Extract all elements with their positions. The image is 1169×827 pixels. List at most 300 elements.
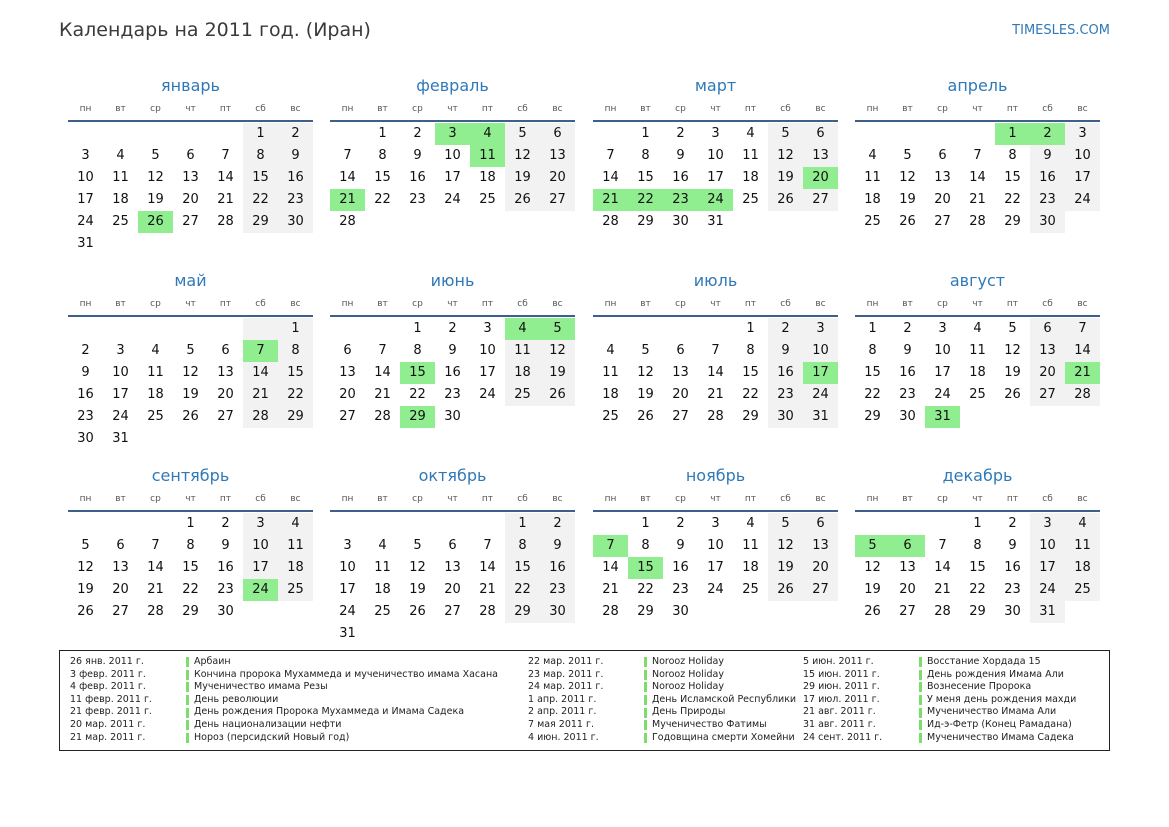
day-cell: 18 bbox=[147, 387, 164, 402]
day-cell: 5 bbox=[641, 343, 650, 358]
day-cell: 13 bbox=[217, 365, 234, 380]
day-cell: 11 bbox=[147, 365, 164, 380]
day-cell: 27 bbox=[339, 409, 356, 424]
holiday-row bbox=[528, 656, 796, 669]
day-cell: 19 bbox=[864, 582, 881, 597]
day-cell: 29 bbox=[864, 409, 881, 424]
empty-cell bbox=[925, 123, 960, 145]
holiday-date: 20 мар. 2011 г. bbox=[70, 718, 146, 730]
day-cell: 16 bbox=[1030, 167, 1065, 189]
day-cell: 19 bbox=[637, 387, 654, 402]
day-cell: 31 bbox=[803, 406, 838, 428]
day-cell: 18 bbox=[864, 192, 881, 207]
weekday-label: пт bbox=[744, 299, 757, 309]
day-cell: 23 bbox=[409, 192, 426, 207]
day-cell: 17 bbox=[112, 387, 129, 402]
holiday-name: Ид-э-Фетр (Конец Рамадана) bbox=[927, 718, 1072, 730]
empty-cell bbox=[138, 513, 173, 535]
day-cell: 28 bbox=[1065, 384, 1100, 406]
holiday-name: Арбаин bbox=[194, 656, 231, 667]
day-grid bbox=[330, 123, 575, 233]
day-cell: 19 bbox=[540, 362, 575, 384]
day-cell: 22 bbox=[505, 579, 540, 601]
month-12 bbox=[855, 466, 1100, 623]
holiday-marker bbox=[186, 657, 189, 667]
day-cell: 11 bbox=[1065, 535, 1100, 557]
day-cell: 24 bbox=[934, 387, 951, 402]
header-rule bbox=[68, 315, 313, 317]
weekday-label: вт bbox=[377, 299, 388, 309]
month-name: декабрь bbox=[942, 466, 1013, 485]
holiday-row bbox=[528, 694, 796, 707]
holiday-name: Кончина пророка Мухаммеда и мученичество имама Хасана bbox=[194, 668, 498, 680]
day-cell: 1 bbox=[746, 321, 755, 336]
weekday-label: пн bbox=[604, 494, 617, 504]
day-cell: 31 bbox=[1030, 601, 1065, 623]
holiday-row bbox=[528, 681, 796, 694]
day-cell: 21 bbox=[217, 192, 234, 207]
day-cell: 22 bbox=[1004, 192, 1021, 207]
holiday-date: 24 мар. 2011 г. bbox=[528, 681, 604, 693]
weekday-label: вт bbox=[115, 494, 126, 504]
day-cell: 18 bbox=[742, 560, 759, 575]
holiday-day-cell: 2 bbox=[1030, 123, 1065, 145]
day-cell: 8 bbox=[868, 343, 877, 358]
holiday-day-cell: 21 bbox=[330, 189, 365, 211]
weekday-label: сб bbox=[255, 299, 266, 309]
day-cell: 18 bbox=[374, 582, 391, 597]
weekday-label: ср bbox=[150, 494, 161, 504]
weekday-header bbox=[593, 492, 838, 510]
day-cell: 9 bbox=[676, 538, 685, 553]
day-cell: 3 bbox=[1065, 123, 1100, 145]
day-cell: 17 bbox=[1030, 557, 1065, 579]
day-grid bbox=[68, 513, 313, 623]
holiday-row bbox=[528, 732, 796, 745]
day-cell: 20 bbox=[444, 582, 461, 597]
header-rule bbox=[330, 315, 575, 317]
day-cell: 2 bbox=[1008, 516, 1017, 531]
header-rule bbox=[593, 510, 838, 512]
day-cell: 12 bbox=[768, 145, 803, 167]
holiday-column bbox=[70, 656, 498, 744]
day-cell: 23 bbox=[899, 387, 916, 402]
day-cell: 14 bbox=[339, 170, 356, 185]
day-cell: 23 bbox=[217, 582, 234, 597]
weekday-label: ср bbox=[150, 299, 161, 309]
day-cell: 29 bbox=[637, 604, 654, 619]
holiday-name: День национализации нефти bbox=[194, 718, 342, 730]
day-cell: 26 bbox=[505, 189, 540, 211]
day-cell: 20 bbox=[934, 192, 951, 207]
day-cell: 7 bbox=[151, 538, 160, 553]
empty-cell bbox=[330, 123, 365, 145]
day-cell: 19 bbox=[768, 167, 803, 189]
day-cell: 31 bbox=[77, 236, 94, 251]
weekday-label: пн bbox=[341, 494, 354, 504]
day-cell: 3 bbox=[343, 538, 352, 553]
holiday-name: Вознесение Пророка bbox=[927, 681, 1032, 693]
day-cell: 20 bbox=[540, 167, 575, 189]
weekday-label: сб bbox=[780, 299, 791, 309]
holiday-date: 4 февр. 2011 г. bbox=[70, 681, 146, 693]
holiday-day-cell: 4 bbox=[470, 123, 505, 145]
day-cell: 27 bbox=[1030, 384, 1065, 406]
day-cell: 24 bbox=[1030, 579, 1065, 601]
month-6 bbox=[330, 271, 575, 428]
day-cell: 13 bbox=[934, 170, 951, 185]
day-cell: 4 bbox=[746, 126, 755, 141]
month-7 bbox=[593, 271, 838, 428]
day-cell: 2 bbox=[221, 516, 230, 531]
weekday-header bbox=[593, 102, 838, 120]
day-cell: 3 bbox=[711, 126, 720, 141]
holiday-marker bbox=[186, 733, 189, 743]
weekday-header bbox=[593, 297, 838, 315]
day-cell: 7 bbox=[938, 538, 947, 553]
day-cell: 7 bbox=[378, 343, 387, 358]
day-cell: 11 bbox=[742, 148, 759, 163]
day-cell: 7 bbox=[606, 148, 615, 163]
day-cell: 25 bbox=[374, 604, 391, 619]
day-grid bbox=[330, 318, 575, 428]
month-4 bbox=[855, 76, 1100, 233]
weekday-label: вт bbox=[115, 299, 126, 309]
day-cell: 25 bbox=[602, 409, 619, 424]
day-cell: 6 bbox=[803, 513, 838, 535]
weekday-label: вс bbox=[290, 299, 301, 309]
day-cell: 16 bbox=[540, 557, 575, 579]
day-grid bbox=[855, 513, 1100, 623]
holiday-day-cell: 24 bbox=[698, 189, 733, 211]
day-cell: 20 bbox=[339, 387, 356, 402]
day-cell: 27 bbox=[112, 604, 129, 619]
holiday-marker bbox=[919, 708, 922, 718]
weekday-label: пт bbox=[219, 299, 232, 309]
holiday-day-cell: 21 bbox=[593, 189, 628, 211]
holiday-day-cell: 22 bbox=[628, 189, 663, 211]
empty-cell bbox=[365, 513, 400, 535]
day-cell: 1 bbox=[868, 321, 877, 336]
holiday-date: 5 июн. 2011 г. bbox=[803, 656, 874, 667]
weekday-label: ср bbox=[675, 104, 686, 114]
weekday-label: чт bbox=[185, 494, 196, 504]
weekday-label: чт bbox=[710, 104, 721, 114]
header-rule bbox=[330, 510, 575, 512]
day-cell: 30 bbox=[672, 604, 689, 619]
empty-cell bbox=[855, 513, 890, 535]
weekday-label: пн bbox=[866, 494, 879, 504]
day-cell: 14 bbox=[934, 560, 951, 575]
empty-cell bbox=[855, 123, 890, 145]
holiday-date: 22 мар. 2011 г. bbox=[528, 656, 604, 667]
empty-cell bbox=[208, 123, 243, 145]
day-cell: 17 bbox=[444, 170, 461, 185]
holiday-row bbox=[528, 669, 796, 682]
day-cell: 18 bbox=[1065, 557, 1100, 579]
holiday-date: 3 февр. 2011 г. bbox=[70, 668, 146, 680]
day-cell: 9 bbox=[1030, 145, 1065, 167]
day-cell: 19 bbox=[768, 557, 803, 579]
weekday-label: пт bbox=[1006, 494, 1019, 504]
day-cell: 24 bbox=[479, 387, 496, 402]
day-cell: 20 bbox=[1030, 362, 1065, 384]
day-cell: 18 bbox=[505, 362, 540, 384]
weekday-label: вт bbox=[902, 104, 913, 114]
holiday-marker bbox=[644, 657, 647, 667]
day-cell: 15 bbox=[243, 167, 278, 189]
day-cell: 23 bbox=[77, 409, 94, 424]
weekday-label: вс bbox=[815, 104, 826, 114]
day-cell: 11 bbox=[112, 170, 129, 185]
empty-cell bbox=[470, 513, 505, 535]
holiday-day-cell: 31 bbox=[925, 406, 960, 428]
day-cell: 27 bbox=[182, 214, 199, 229]
holiday-row bbox=[803, 706, 1076, 719]
holiday-day-cell: 21 bbox=[1065, 362, 1100, 384]
holiday-name: Norooz Holiday bbox=[652, 668, 724, 680]
day-cell: 10 bbox=[243, 535, 278, 557]
day-cell: 15 bbox=[182, 560, 199, 575]
day-cell: 27 bbox=[217, 409, 234, 424]
holiday-name: Мученичество имама Резы bbox=[194, 681, 328, 693]
header-rule bbox=[855, 315, 1100, 317]
day-cell: 26 bbox=[637, 409, 654, 424]
weekday-label: ср bbox=[937, 494, 948, 504]
day-cell: 21 bbox=[147, 582, 164, 597]
empty-cell bbox=[435, 513, 470, 535]
day-cell: 26 bbox=[540, 384, 575, 406]
day-cell: 21 bbox=[934, 582, 951, 597]
day-cell: 7 bbox=[1065, 318, 1100, 340]
day-cell: 27 bbox=[899, 604, 916, 619]
day-cell: 10 bbox=[112, 365, 129, 380]
holiday-row bbox=[803, 669, 1076, 682]
day-cell: 9 bbox=[221, 538, 230, 553]
day-cell: 29 bbox=[278, 406, 313, 428]
day-cell: 10 bbox=[1030, 535, 1065, 557]
day-cell: 2 bbox=[413, 126, 422, 141]
day-cell: 29 bbox=[505, 601, 540, 623]
day-cell: 7 bbox=[483, 538, 492, 553]
day-cell: 20 bbox=[182, 192, 199, 207]
day-cell: 17 bbox=[479, 365, 496, 380]
holiday-name: День рождения Пророка Мухаммеда и Имама Садека bbox=[194, 706, 465, 718]
empty-cell bbox=[628, 318, 663, 340]
day-cell: 3 bbox=[116, 343, 125, 358]
holiday-name: Мученичество Имама Али bbox=[927, 706, 1057, 718]
day-cell: 18 bbox=[742, 170, 759, 185]
day-cell: 22 bbox=[243, 189, 278, 211]
day-cell: 26 bbox=[899, 214, 916, 229]
holiday-row bbox=[70, 656, 498, 669]
holiday-name: День революции bbox=[194, 693, 279, 705]
day-cell: 30 bbox=[278, 211, 313, 233]
empty-cell bbox=[593, 318, 628, 340]
day-cell: 30 bbox=[444, 409, 461, 424]
day-cell: 25 bbox=[147, 409, 164, 424]
holiday-day-cell: 3 bbox=[435, 123, 470, 145]
day-cell: 12 bbox=[147, 170, 164, 185]
day-cell: 1 bbox=[641, 126, 650, 141]
day-cell: 3 bbox=[483, 321, 492, 336]
empty-cell bbox=[890, 123, 925, 145]
day-cell: 13 bbox=[444, 560, 461, 575]
day-cell: 30 bbox=[768, 406, 803, 428]
holiday-list bbox=[59, 650, 1110, 751]
day-cell: 28 bbox=[147, 604, 164, 619]
holiday-name: У меня день рождения махди bbox=[927, 693, 1077, 705]
weekday-label: пт bbox=[219, 494, 232, 504]
month-3 bbox=[593, 76, 838, 233]
day-cell: 4 bbox=[868, 148, 877, 163]
holiday-name: Годовщина смерти Хомейни bbox=[652, 731, 795, 743]
day-cell: 23 bbox=[444, 387, 461, 402]
day-cell: 8 bbox=[243, 145, 278, 167]
day-cell: 4 bbox=[606, 343, 615, 358]
empty-cell bbox=[330, 318, 365, 340]
holiday-date: 31 авг. 2011 г. bbox=[803, 718, 876, 730]
day-cell: 26 bbox=[768, 189, 803, 211]
holiday-marker bbox=[644, 708, 647, 718]
page-title: Календарь на 2011 год. (Иран) bbox=[59, 19, 371, 41]
site-link[interactable]: TIMESLES.COM bbox=[1012, 23, 1110, 38]
weekday-header bbox=[330, 492, 575, 510]
holiday-row bbox=[803, 681, 1076, 694]
holiday-day-cell: 24 bbox=[243, 579, 278, 601]
holiday-row bbox=[70, 669, 498, 682]
weekday-label: сб bbox=[517, 494, 528, 504]
holiday-day-cell: 1 bbox=[995, 123, 1030, 145]
day-cell: 9 bbox=[413, 148, 422, 163]
day-cell: 6 bbox=[448, 538, 457, 553]
holiday-day-cell: 26 bbox=[138, 211, 173, 233]
holiday-column bbox=[803, 656, 1076, 744]
day-cell: 24 bbox=[803, 384, 838, 406]
empty-cell bbox=[330, 513, 365, 535]
day-cell: 14 bbox=[602, 170, 619, 185]
day-cell: 16 bbox=[278, 167, 313, 189]
day-cell: 11 bbox=[864, 170, 881, 185]
day-cell: 24 bbox=[339, 604, 356, 619]
day-cell: 28 bbox=[479, 604, 496, 619]
day-cell: 19 bbox=[409, 582, 426, 597]
day-cell: 5 bbox=[768, 513, 803, 535]
day-cell: 6 bbox=[676, 343, 685, 358]
day-cell: 8 bbox=[413, 343, 422, 358]
day-cell: 9 bbox=[903, 343, 912, 358]
day-cell: 4 bbox=[378, 538, 387, 553]
day-cell: 11 bbox=[505, 340, 540, 362]
weekday-label: сб bbox=[1042, 299, 1053, 309]
header-rule bbox=[593, 315, 838, 317]
weekday-label: сб bbox=[517, 104, 528, 114]
day-cell: 8 bbox=[186, 538, 195, 553]
day-cell: 30 bbox=[1030, 211, 1065, 233]
day-cell: 25 bbox=[112, 214, 129, 229]
day-cell: 15 bbox=[1004, 170, 1021, 185]
weekday-label: сб bbox=[255, 494, 266, 504]
day-cell: 28 bbox=[602, 214, 619, 229]
day-cell: 8 bbox=[641, 538, 650, 553]
weekday-label: пт bbox=[219, 104, 232, 114]
weekday-label: пн bbox=[79, 104, 92, 114]
day-cell: 28 bbox=[602, 604, 619, 619]
day-cell: 24 bbox=[707, 582, 724, 597]
day-cell: 12 bbox=[1004, 343, 1021, 358]
day-cell: 30 bbox=[540, 601, 575, 623]
day-cell: 4 bbox=[278, 513, 313, 535]
weekday-header bbox=[330, 297, 575, 315]
weekday-label: вс bbox=[290, 494, 301, 504]
empty-cell bbox=[925, 513, 960, 535]
day-cell: 28 bbox=[217, 214, 234, 229]
day-cell: 12 bbox=[637, 365, 654, 380]
weekday-label: пт bbox=[1006, 104, 1019, 114]
day-cell: 12 bbox=[77, 560, 94, 575]
day-cell: 8 bbox=[505, 535, 540, 557]
day-cell: 7 bbox=[343, 148, 352, 163]
weekday-label: сб bbox=[255, 104, 266, 114]
weekday-header bbox=[330, 102, 575, 120]
weekday-header bbox=[855, 297, 1100, 315]
weekday-label: пн bbox=[866, 104, 879, 114]
empty-cell bbox=[138, 123, 173, 145]
empty-cell bbox=[663, 318, 698, 340]
day-cell: 19 bbox=[77, 582, 94, 597]
day-cell: 30 bbox=[1004, 604, 1021, 619]
weekday-label: чт bbox=[447, 104, 458, 114]
day-cell: 3 bbox=[81, 148, 90, 163]
month-name: апрель bbox=[947, 76, 1008, 95]
month-name: май bbox=[174, 271, 207, 290]
weekday-label: ср bbox=[675, 494, 686, 504]
day-cell: 23 bbox=[540, 579, 575, 601]
day-cell: 29 bbox=[637, 214, 654, 229]
holiday-day-cell: 15 bbox=[628, 557, 663, 579]
day-cell: 23 bbox=[672, 582, 689, 597]
holiday-marker bbox=[186, 708, 189, 718]
day-cell: 18 bbox=[112, 192, 129, 207]
day-cell: 16 bbox=[1004, 560, 1021, 575]
day-cell: 25 bbox=[1065, 579, 1100, 601]
day-cell: 5 bbox=[413, 538, 422, 553]
day-cell: 24 bbox=[112, 409, 129, 424]
day-cell: 31 bbox=[339, 626, 356, 641]
weekday-label: вс bbox=[815, 299, 826, 309]
day-cell: 9 bbox=[278, 145, 313, 167]
empty-cell bbox=[173, 318, 208, 340]
day-grid bbox=[855, 318, 1100, 428]
weekday-label: вс bbox=[552, 299, 563, 309]
day-cell: 3 bbox=[1030, 513, 1065, 535]
holiday-row bbox=[70, 719, 498, 732]
holiday-marker bbox=[186, 720, 189, 730]
day-cell: 1 bbox=[505, 513, 540, 535]
weekday-label: вт bbox=[640, 494, 651, 504]
holiday-row bbox=[803, 694, 1076, 707]
day-cell: 19 bbox=[147, 192, 164, 207]
empty-cell bbox=[593, 123, 628, 145]
weekday-label: сб bbox=[780, 104, 791, 114]
day-cell: 26 bbox=[1004, 387, 1021, 402]
holiday-marker bbox=[186, 670, 189, 680]
weekday-label: пт bbox=[481, 299, 494, 309]
holiday-row bbox=[803, 732, 1076, 745]
weekday-label: сб bbox=[1042, 104, 1053, 114]
day-cell: 21 bbox=[707, 387, 724, 402]
day-cell: 7 bbox=[221, 148, 230, 163]
